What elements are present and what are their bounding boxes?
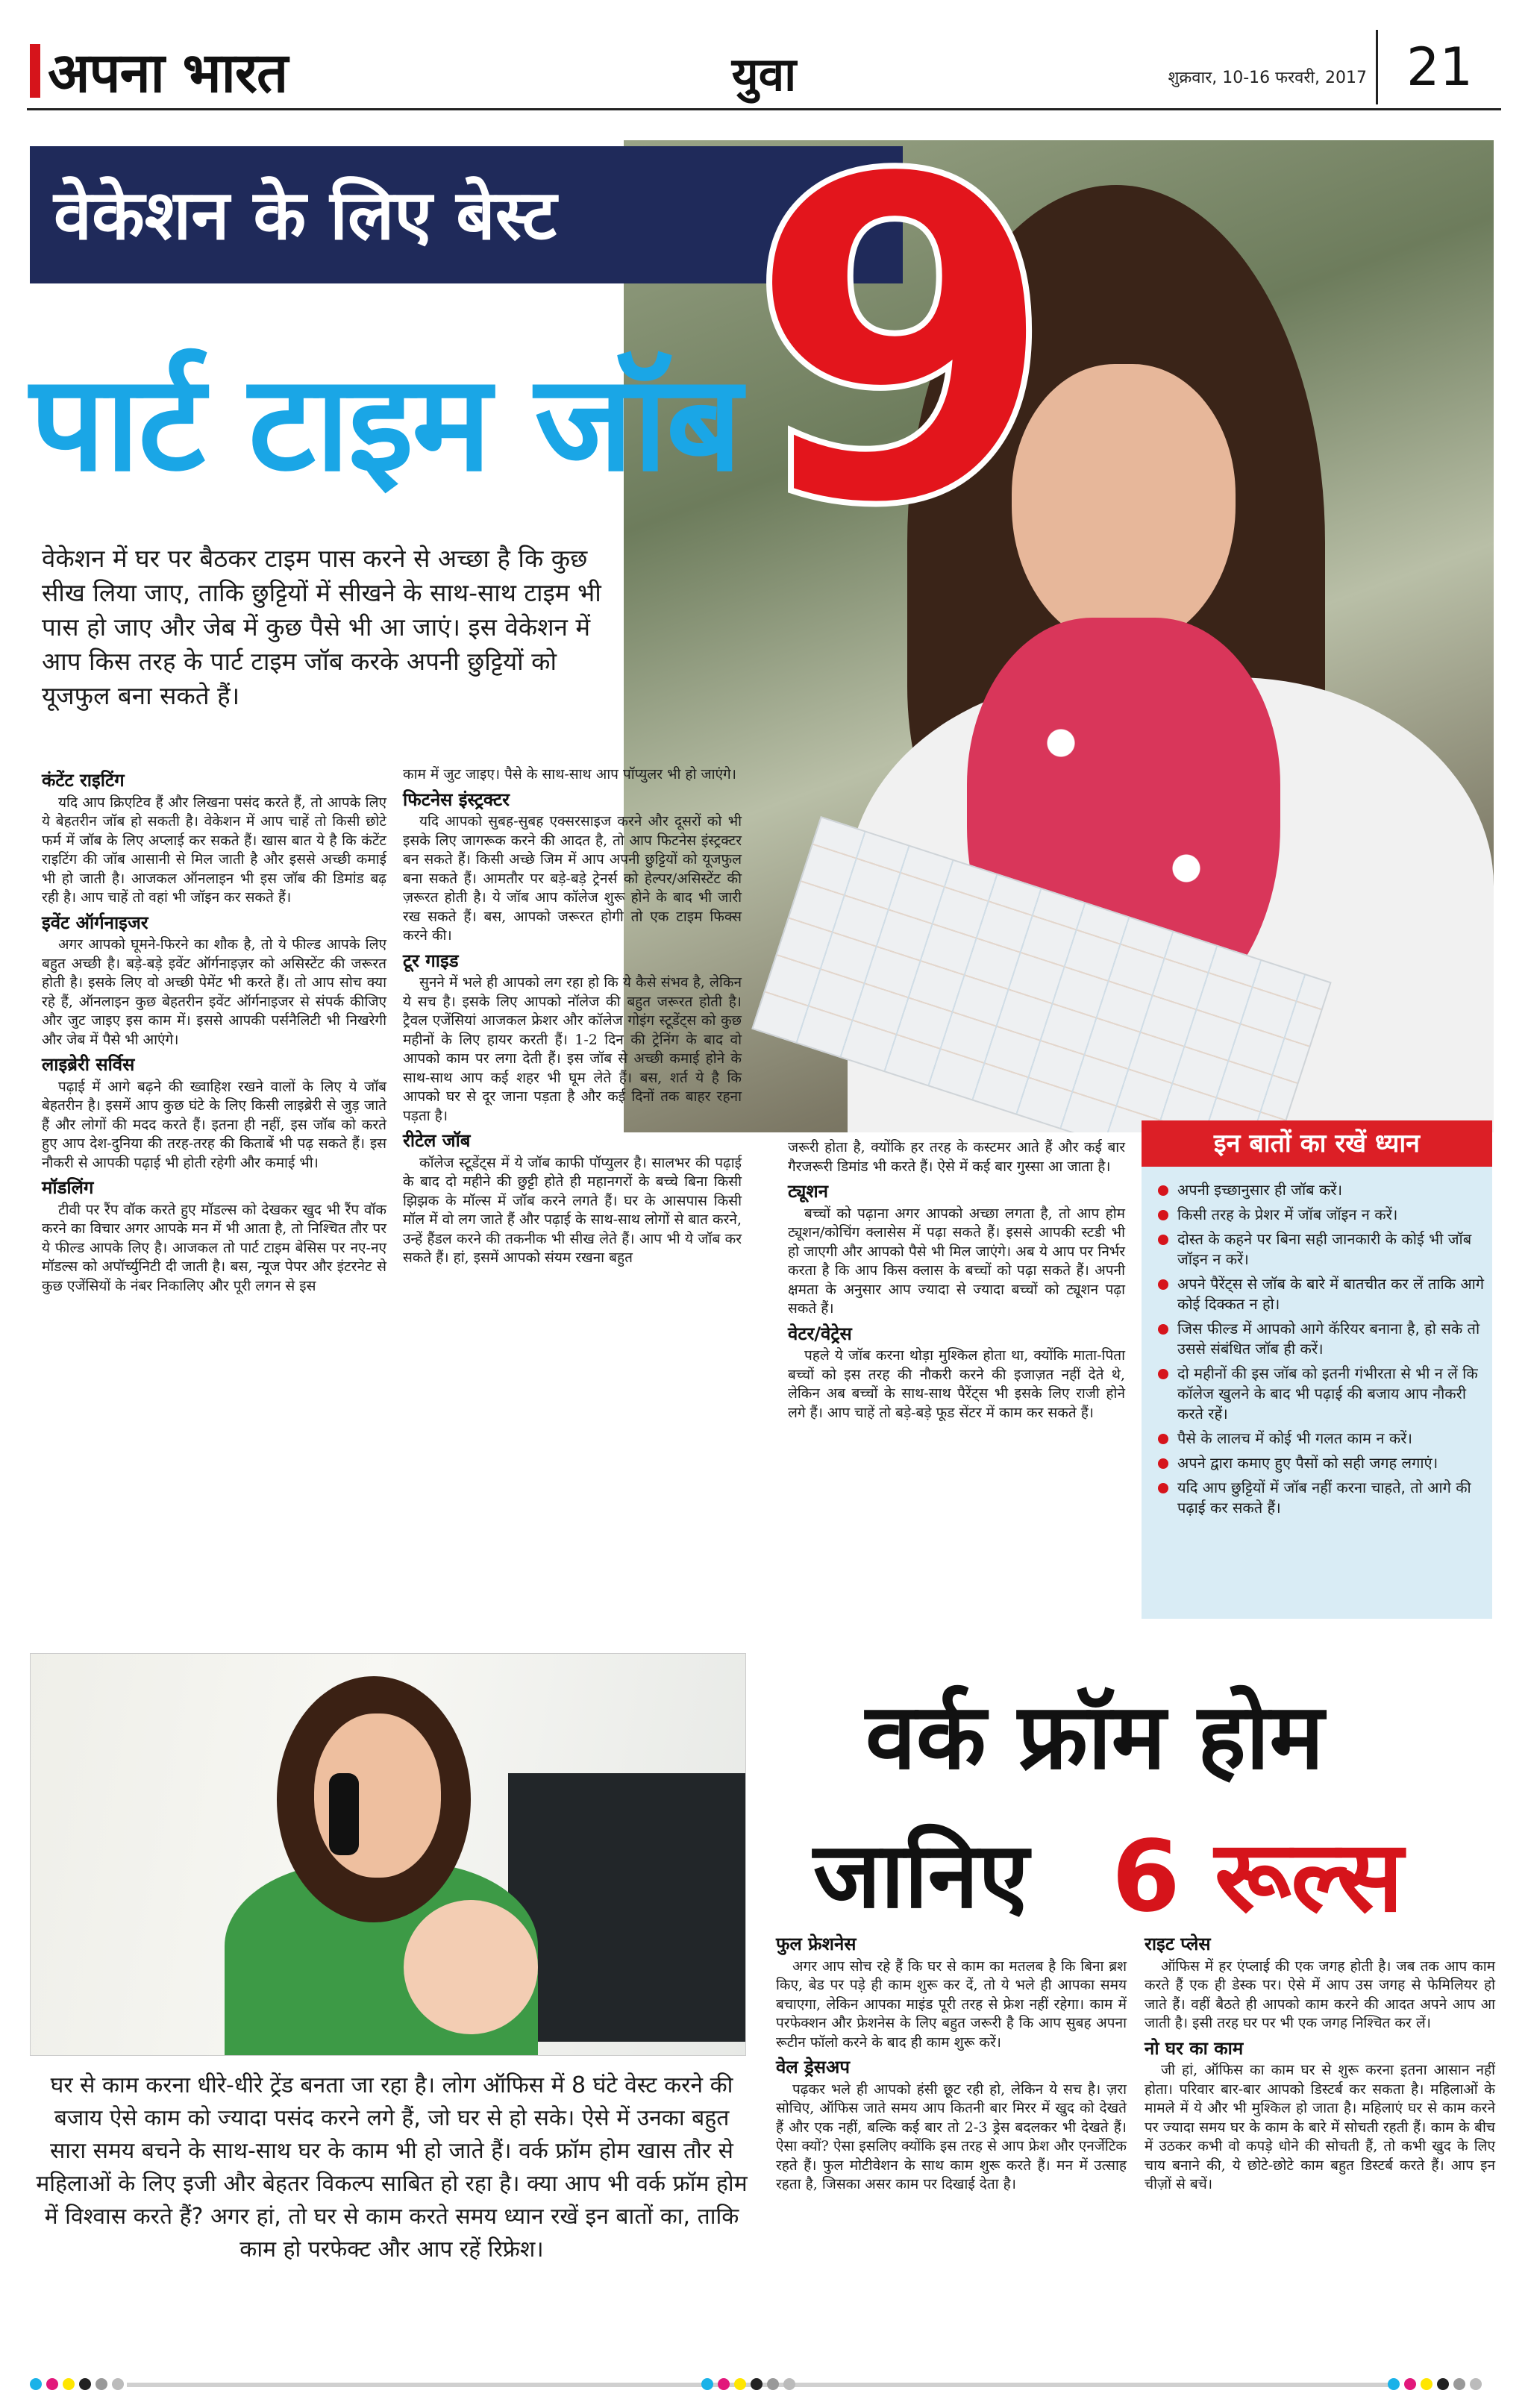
section-body: अगर आप सोच रहे हैं कि घर से काम का मतलब है कि बिना ब्रश किए, बेड पर पड़े ही काम शुरू कर दें, तो ये भले ही आपका समय बचाएगा, लेकिन आपका माइंड पूरी तरह से फ्रेश नहीं रहेगा। काम में परफेक्शन और फ्रेशनेस के लिए बहुत जरूरी है कि आप सुबह अपना रूटीन फॉलो करने के बाद ही काम शुरू करें। <box>776 1957 1127 2051</box>
tip-item: अपने द्वारा कमाए हुए पैसों को सही जगह लगाएं। <box>1156 1453 1485 1473</box>
tip-item: यदि आप छुट्टियों में जॉब नहीं करना चाहते, तो आगे की पढ़ाई कर सकते हैं। <box>1156 1478 1485 1518</box>
section-heading: मॉडलिंग <box>42 1177 94 1198</box>
section-body: पढ़ाई में आगे बढ़ने की ख्वाहिश रखने वालों के लिए ये जॉब बेहतरीन है। इसमें आप कुछ घंटे के लिए किसी लाइब्रेरी से जुड़ जाते हैं और लोगों की मदद करते हैं। इतना ही नहीं, इस जॉब को करते हुए आप देश-दुनिया की तरह-तरह की किताबें भी पढ़ सकते हैं। इस नौकरी से आपकी पढ़ाई भी होती रहेगी और कमाई भी। <box>42 1078 386 1171</box>
tip-item: अपने पैरेंट्स से जॉब के बारे में बातचीत कर लें ताकि आगे कोई दिक्कत न हो। <box>1156 1274 1485 1314</box>
section-body: सुनने में भले ही आपको लग रहा हो कि ये कैसे संभव है, लेकिन ये सच है। इसके लिए आपको नॉलेज की बहुत जरूरत होती है। ट्रैवल एजेंसियां आजकल फ्रेशर और कॉलेज गोइंग स्टूडेंट्स को कुछ महीनों के लिए हायर करती हैं। 1-2 दिन की ट्रेनिंग के बाद वो आपको काम पर लगा देती हैं। इस जॉब से अच्छी कमाई होने के साथ-साथ आप कई शहर भी घूम लेते हैं। बस, शर्त ये है कि आपको घर से दूर जाना पड़ता है और कई दिनों तक बाहर रहना पड़ता है। <box>403 974 742 1124</box>
photo-phone <box>329 1773 359 1855</box>
section-body-continued: काम में जुट जाइए। पैसे के साथ-साथ आप पॉप्युलर भी हो जाएंगे। <box>403 766 736 783</box>
tip-item: किसी तरह के प्रेशर में जॉब जॉइन न करें। <box>1156 1205 1485 1225</box>
registration-dots-right <box>1388 2378 1482 2392</box>
section-heading: ट्यूशन <box>788 1181 828 1202</box>
tip-item: जिस फील्ड में आपको आगे कॅरियर बनाना है, हो सके तो उससे संबंधित जॉब ही करें। <box>1156 1319 1485 1359</box>
registration-dots-center <box>701 2378 795 2392</box>
issue-date: शुक्रवार, 10-16 फरवरी, 2017 <box>1168 69 1367 87</box>
section-heading: फुल फ्रेशनेस <box>776 1934 857 1954</box>
story2-intro: घर से काम करना धीरे-धीरे ट्रेंड बनता जा रहा है। लोग ऑफिस में 8 घंटे वेस्ट करने की बजाय ऐसे काम को ज्यादा पसंद करने लगे हैं, जो घर से हो सके। ऐसे में उनका बहुत सारा समय बचने के साथ-साथ घर के काम भी हो जाते हैं। वर्क फ्रॉम होम खास तौर से महिलाओं के लिए इजी और बेहतर विकल्प साबित हो रहा है। क्या आप भी वर्क फ्रॉम होम में विश्वास करते हैं? अगर हां, तो घर से काम करते समय ध्यान रखें इन बातों का, ताकि काम हो परफेक्ट और आप रहें रिफ्रेश। <box>36 2072 748 2263</box>
photo-baby <box>404 1900 538 2034</box>
section-body: बच्चों को पढ़ाना अगर आपको अच्छा लगता है, तो आप होम ट्यूशन/कोचिंग क्लासेस में पढ़ा सकते हैं। इससे आपकी स्टडी भी हो जाएगी और आपको पैसे भी मिल जाएंगे। अब ये आप पर निर्भर करता है कि आप किस क्लास के बच्चों को पढ़ा सकते हैं। अपनी क्षमता के अनुसार आप ज्यादा से ज्यादा बच्चों को ट्यूशन पढ़ा सकते हैं। <box>788 1205 1125 1317</box>
section-body-continued: जरूरी होता है, क्योंकि हर तरह के कस्टमर आते हैं और कई बार गैरजरूरी डिमांड भी करते हैं। ऐसे में कई बार गुस्सा आ जाता है। <box>788 1139 1125 1175</box>
story2-headline-highlight: 6 रूल्स <box>1112 1819 1403 1934</box>
section-heading: फिटनेस इंस्ट्रक्टर <box>403 788 510 810</box>
story1-column-2 <box>403 765 742 1270</box>
section-body: अगर आपको घूमने-फिरने का शौक है, तो ये फील्ड आपके लिए बहुत अच्छी है। बड़े-बड़े इवेंट ऑर्गनाइज़र को असिस्टेंट की जरूरत होती है। इसके लिए वो अच्छी पेमेंट भी करते हैं। तो आप सोच क्या रहे हैं, ऑनलाइन कुछ बेहतरीन इवेंट ऑर्गनाइजर से संपर्क कीजिए और जुट जाइए इस काम में। इससे आपकी पर्सनैलिटी भी निखरेगी और जेब में पैसे भी आएंगे। <box>42 936 386 1048</box>
section-heading: वेटर/वेट्रेस <box>788 1323 852 1344</box>
story1-headline-line1: वेकेशन के लिए बेस्ट <box>54 175 557 255</box>
section-heading: राइट प्लेस <box>1145 1934 1211 1954</box>
section-body: पढ़कर भले ही आपको हंसी छूट रही हो, लेकिन ये सच है। ज़रा सोचिए, ऑफिस जाते समय आप कितनी बार मिरर में खुद को देखते हैं और एक नहीं, बल्कि कई बार तो 2-3 ड्रेस बदलकर भी देखते हैं। ऐसा क्यों? ऐसा इसलिए क्योंकि इस तरह से आप फ्रेश और एनर्जेटिक रहते हैं। फुल मोटीवेशन के साथ काम शुरू करते हैं। मन में उत्साह रहता है, जिसका असर काम पर दिखाई देता है। <box>776 2081 1127 2192</box>
story1-column-1 <box>42 765 386 1297</box>
tips-box <box>1142 1120 1492 1619</box>
photo-monitor <box>508 1773 746 2042</box>
section-title: युवा <box>731 47 797 101</box>
story2-column-2 <box>1145 1929 1495 2196</box>
section-heading: नो घर का काम <box>1145 2037 1244 2059</box>
section-body: पहले ये जॉब करना थोड़ा मुश्किल होता था, क्योंकि माता-पिता बच्चों को इस तरह की नौकरी करने की इजाज़त नहीं देते थे, लेकिन अब बच्चों के साथ-साथ पैरेंट्स भी इसके लिए राजी होने लगे हैं। आप चाहें तो बड़े-बड़े फूड सेंटर में काम कर सकते हैं। <box>788 1347 1125 1421</box>
story2-headline-line2: जानिए <box>813 1822 1029 1928</box>
section-heading: टूर गाइड <box>403 950 459 971</box>
tip-item: पैसे के लालच में कोई भी गलत काम न करें। <box>1156 1429 1485 1449</box>
section-heading: इवेंट ऑर्गनाइजर <box>42 912 148 933</box>
page-number: 21 <box>1376 30 1501 104</box>
section-body: यदि आप क्रिएटिव हैं और लिखना पसंद करते हैं, तो आपके लिए ये बेहतरीन जॉब हो सकती है। वेकेशन में आप चाहें तो किसी छोटे फर्म में जॉब के लिए अप्लाई कर सकते हैं। खास बात ये है कि कंटेंट राइटिंग की जॉब आसानी से मिल जाती है और इससे अच्छी कमाई भी हो जाती है। आजकल ऑनलाइन भी इस जॉब की डिमांड बढ़ रही है। आप चाहें तो वहां भी जॉइन कर सकते हैं। <box>42 794 386 906</box>
section-body: टीवी पर रैंप वॉक करते हुए मॉडल्स को देखकर खुद भी रैंप वॉक करने का विचार अगर आपके मन में भी आता है, तो निश्चित तौर पर ये फील्ड आपके लिए है। आजकल तो पार्ट टाइम बेसिस पर नए-नए मॉडल्स को अपॉर्च्युनिटी दी जाती है। बस, न्यूज पेपर और इंटरनेट से कुछ एजेंसियों के नंबर निकालिए और पूरी लगन से इस <box>42 1201 386 1294</box>
story2-headline-line1: वर्क फ्रॉम होम <box>865 1684 1324 1790</box>
section-body: यदि आपको सुबह-सुबह एक्सरसाइज करने और दूसरों को भी इसके लिए जागरूक करने की आदत है, तो आप फिटनेस इंस्ट्रक्टर बन सकते हैं। किसी अच्छे जिम में आप अपनी छुट्टियों को यूजफुल बना सकते हैं। आमतौर पर बड़े-बड़े ट्रेनर्स को हेल्पर/असिस्टेंट की ज़रूरत होती है। ये जॉब आप कॉलेज शुरू होने के बाद भी जारी रख सकते हैं। बस, आपको जरूरत होगी तो एक टाइम फिक्स करने की। <box>403 813 742 944</box>
mother-with-baby-photo <box>30 1653 746 2056</box>
tips-list <box>1156 1180 1485 1523</box>
tip-item: अपनी इच्छानुसार ही जॉब करें। <box>1156 1180 1485 1200</box>
section-heading: रीटेल जॉब <box>403 1130 471 1151</box>
section-heading: वेल ड्रेसअप <box>776 2057 851 2078</box>
story1-column-3 <box>788 1138 1125 1424</box>
story1-intro: वेकेशन में घर पर बैठकर टाइम पास करने से अच्छा है कि कुछ सीख लिया जाए, ताकि छुट्टियों में सीखने के साथ-साथ टाइम भी पास हो जाए और जेब में कुछ पैसे भी आ जाएं। इस वेकेशन में आप किस तरह के पार्ट टाइम जॉब करके अपनी छुट्टियों को यूजफुल बना सकते हैं। <box>42 544 601 710</box>
tip-item: दोस्त के कहने पर बिना सही जानकारी के कोई भी जॉब जॉइन न करें। <box>1156 1229 1485 1270</box>
newspaper-name <box>30 33 287 108</box>
section-body: कॉलेज स्टूडेंट्स में ये जॉब काफी पॉप्युलर है। सालभर की पढ़ाई के बाद दो महीने की छुट्टी होते ही महानगरों के बच्चे बिना किसी झिझक के मॉल्स में जॉब करने लगते हैं। घर के आसपास किसी मॉल में वो लग जाते हैं और पढ़ाई के साथ-साथ लोगों से बात करने, उन्हें हैंडल करने की तकनीक भी सीख लेते हैं। आप भी ये जॉब कर सकते हैं। हां, इसमें आपको संयम रखना बहुत <box>403 1154 742 1266</box>
registration-dots-left <box>30 2378 124 2392</box>
section-heading: लाइब्रेरी सर्विस <box>42 1054 135 1075</box>
section-body: ऑफिस में हर एंप्लाई की एक जगह होती है। जब तक आप काम करते हैं एक ही डेस्क पर। ऐसे में आप उस जगह से फेमिलियर हो जाते हैं। वहीं बैठते ही आपको काम करने की आदत अपने आप आ जाती है। इसी तरह घर पर भी एक जगह निश्चित कर लें। <box>1145 1957 1495 2031</box>
tips-heading: इन बातों का रखें ध्यान <box>1142 1120 1492 1167</box>
masthead-red-bar <box>30 44 40 98</box>
story1-headline-line2: पार्ट टाइम जॉब <box>30 346 741 501</box>
section-heading: कंटेंट राइटिंग <box>42 770 125 791</box>
story2-column-1 <box>776 1929 1127 2196</box>
tip-item: दो महीनों की इस जॉब को इतनी गंभीरता से भी न लें कि कॉलेज खुलने के बाद भी पढ़ाई की बजाय आप नौकरी करते रहें। <box>1156 1364 1485 1424</box>
newspaper-name-text: अपना भारत <box>48 41 288 105</box>
story1-big-number: 9 <box>746 82 1058 603</box>
section-body: जी हां, ऑफिस का काम घर से शुरू करना इतना आसान नहीं होता। परिवार बार-बार आपको डिस्टर्ब कर सकता है। महिलाओं के मामले में ये और भी मुश्किल हो जाता है। महिलाएं घर से काम करने पर ज्यादा समय घर के काम के बारे में सोचती रहती हैं। काम के बीच में उठकर कभी वो कपड़े धोने की सोचती हैं, तो कभी खुद के लिए चाय बनाने की, ये छोटे-छोटे काम बहुत डिस्टर्ब करते हैं। आप इन चीज़ों से बचें। <box>1145 2062 1495 2192</box>
